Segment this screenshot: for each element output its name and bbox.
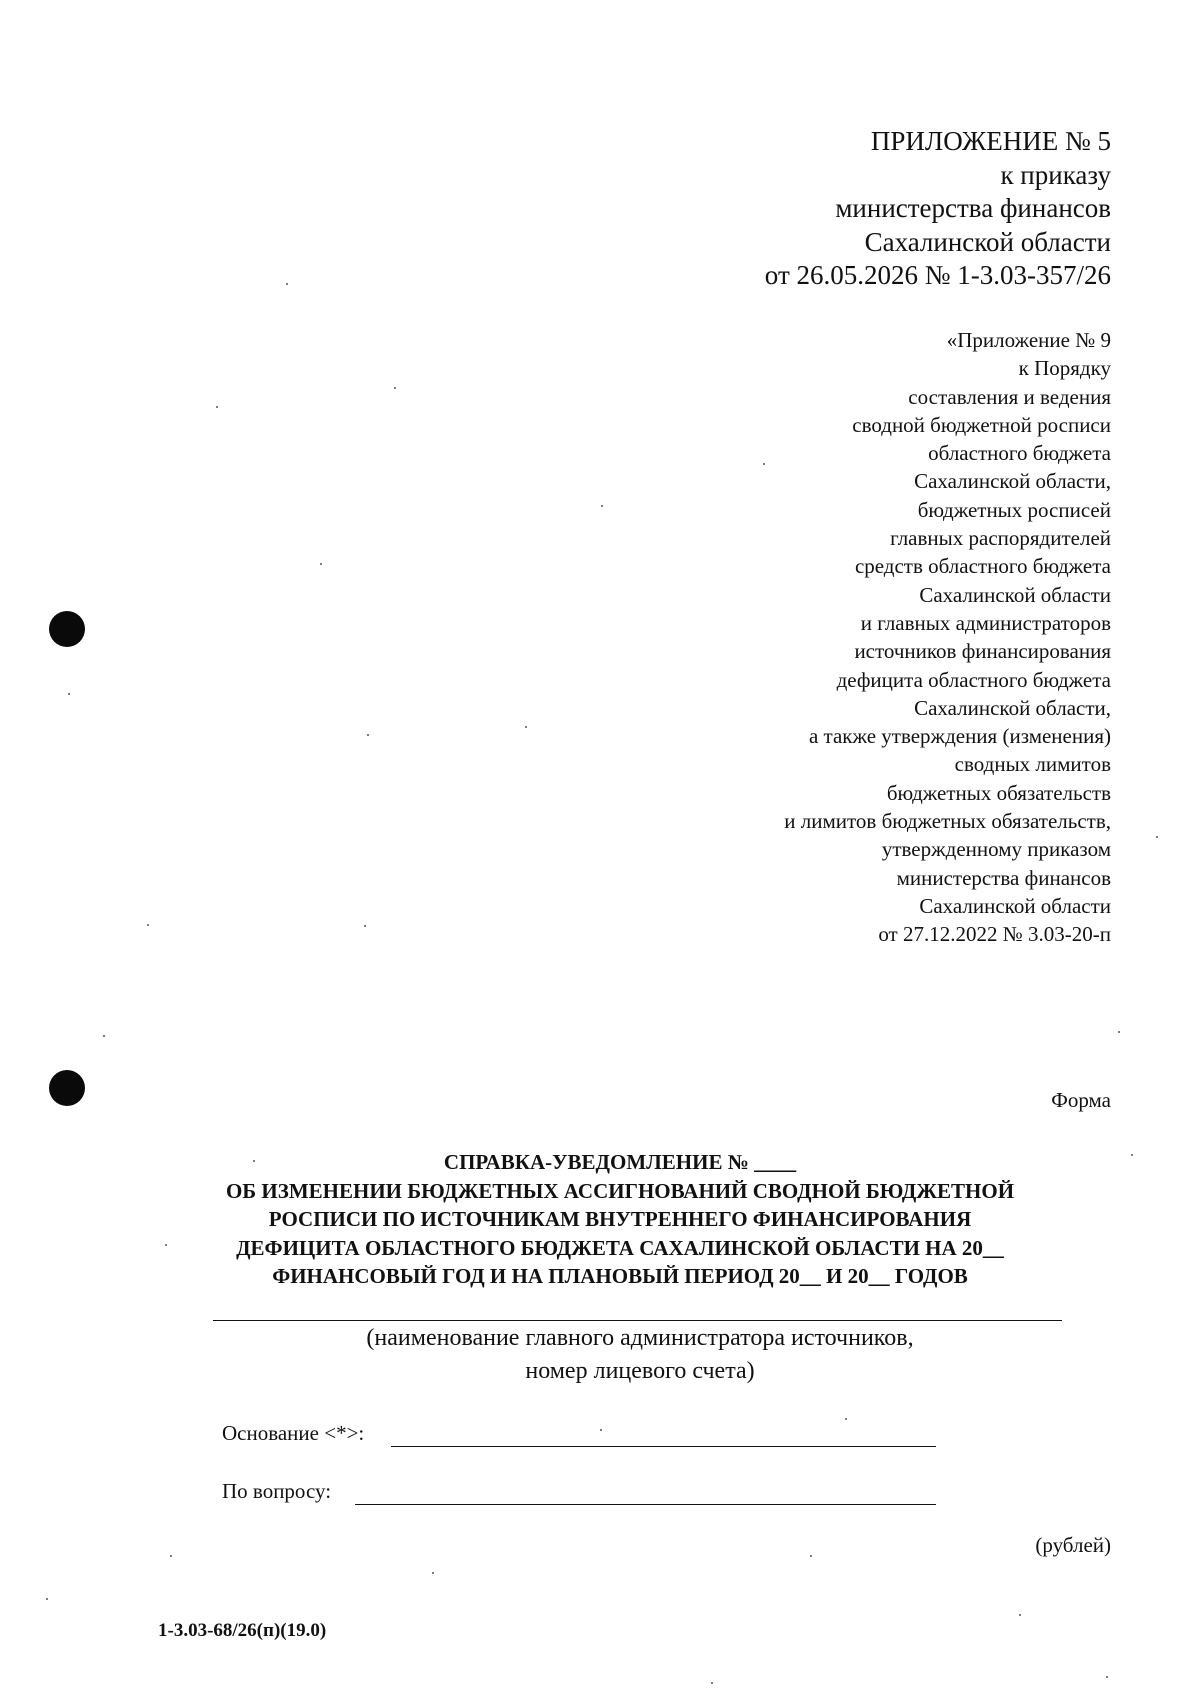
basis-field-line[interactable] [391, 1446, 936, 1447]
admin-name-line[interactable] [213, 1320, 1062, 1321]
inner-appendix-line: Сахалинской области, [914, 469, 1111, 494]
appendix-line: Сахалинской области [864, 226, 1111, 257]
inner-appendix-line: а также утверждения (изменения) [808, 724, 1111, 749]
document-title [140, 1148, 1100, 1291]
question-field-line[interactable] [355, 1504, 936, 1505]
inner-appendix-line: Сахалинской области, [914, 695, 1111, 720]
appendix-header [765, 125, 1111, 293]
appendix-line: к приказу [1000, 159, 1111, 190]
inner-appendix-line: Сахалинской области [919, 582, 1111, 607]
admin-caption-line: номер лицевого счета) [525, 1358, 755, 1384]
inner-appendix-line: и лимитов бюджетных обязательств, [784, 809, 1111, 834]
title-line: СПРАВКА-УВЕДОМЛЕНИЕ № ____ [443, 1150, 797, 1174]
basis-label: Основание <*>: [222, 1421, 365, 1445]
inner-appendix-line: составления и ведения [908, 384, 1111, 409]
form-label: Форма [1051, 1088, 1111, 1112]
units-label: (рублей) [1035, 1533, 1111, 1557]
title-line: ОБ ИЗМЕНЕНИИ БЮДЖЕТНЫХ АССИГНОВАНИЙ СВОДНОЙ БЮДЖЕТНОЙ [225, 1178, 1015, 1203]
inner-appendix-line: источников финансирования [854, 639, 1111, 664]
punch-hole-top [49, 611, 85, 647]
inner-appendix-line: сводной бюджетной росписи [852, 412, 1111, 437]
inner-appendix-order-date: от 27.12.2022 № 3.03-20-п [878, 922, 1111, 947]
inner-appendix-line: бюджетных обязательств [886, 780, 1111, 805]
inner-appendix-line: министерства финансов [896, 865, 1111, 890]
inner-appendix-line: дефицита областного бюджета [836, 667, 1111, 692]
inner-appendix-line: бюджетных росписей [917, 497, 1111, 522]
inner-appendix-line: утвержденному приказом [881, 837, 1111, 862]
inner-appendix-block [784, 326, 1111, 949]
inner-appendix-line: главных распорядителей [890, 526, 1111, 551]
title-line: ДЕФИЦИТА ОБЛАСТНОГО БЮДЖЕТА САХАЛИНСКОЙ ОБЛАСТИ НА 20__ [236, 1235, 1004, 1260]
inner-appendix-line: Сахалинской области [919, 893, 1111, 918]
title-line: РОСПИСИ ПО ИСТОЧНИКАМ ВНУТРЕННЕГО ФИНАНСИРОВАНИЯ [268, 1207, 972, 1231]
inner-appendix-line: областного бюджета [928, 441, 1111, 466]
question-label: По вопросу: [222, 1479, 332, 1503]
admin-name-caption [200, 1322, 1080, 1388]
inner-appendix-line: к Порядку [1018, 356, 1111, 381]
appendix-title: ПРИЛОЖЕНИЕ № 5 [870, 126, 1111, 156]
inner-appendix-line: сводных лимитов [954, 752, 1111, 777]
appendix-line: министерства финансов [835, 193, 1111, 223]
punch-hole-bottom [49, 1070, 85, 1106]
document-code: 1-3.03-68/26(п)(19.0) [158, 1620, 327, 1641]
inner-appendix-line: «Приложение № 9 [946, 328, 1111, 352]
appendix-order-date: от 26.05.2026 № 1-3.03-357/26 [764, 260, 1111, 290]
admin-caption-line: (наименование главного администратора источников, [366, 1325, 914, 1351]
inner-appendix-line: средств областного бюджета [854, 554, 1111, 579]
inner-appendix-line: и главных администраторов [860, 610, 1111, 635]
title-line: ФИНАНСОВЫЙ ГОД И НА ПЛАНОВЫЙ ПЕРИОД 20__ И 20__ ГОДОВ [272, 1264, 968, 1288]
